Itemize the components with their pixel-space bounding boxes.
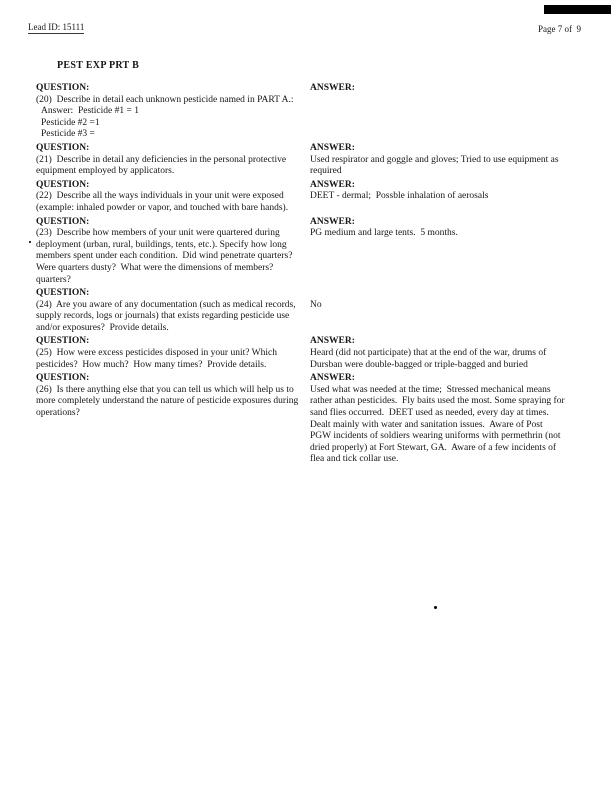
question-column [36, 336, 310, 371]
question-text: (26) Is there anything else that you can tell us which will help us to more completely understand the nature of pesticide exposures during operations? [36, 384, 301, 419]
answer-text: Used respirator and goggle and gloves; Tried to use equipment as required [310, 154, 561, 177]
answer-text: Used what was needed at the time; Stressed mechanical means rather athan pesticides. Fly baits used the most. Some spraying for sand flies occurred. DEET used as needed, every day at times. Dealt mainly with water and sanitation issues. Aware of Post PGW incidents of soldiers wearing uniforms with permethrin (not dried properly) at Fort Stewart, GA. Aware of a few incidents of flea and tick collar use. [310, 384, 567, 465]
answer-label: ANSWER: [310, 142, 355, 153]
question-text: (24) Are you aware of any documentation (such as medical records, supply records, logs or journals) that exists regarding pesticide use and/or exposures? Provide details. [36, 299, 298, 333]
question-subline: Pesticide #2 =1 [41, 117, 100, 128]
scan-artifact-bar [544, 5, 611, 14]
question-label: QUESTION: [36, 288, 90, 299]
question-column [36, 143, 310, 178]
question-subline: Answer: Pesticide #1 = 1 [41, 106, 139, 117]
answer-column [310, 217, 566, 287]
question-label: QUESTION: [36, 216, 90, 227]
answer-label: ANSWER: [310, 83, 355, 93]
answer-column [310, 336, 566, 371]
answer-label [310, 288, 565, 300]
question-text: (25) How were excess pesticides disposed in your unit? Which pesticides? How much? How many times? Provide details. [36, 348, 280, 370]
question-text: (21) Describe in detail any deficiencies in the personal protective equipment employed by applicators. [36, 154, 289, 177]
document-title: PEST EXP PRT B [57, 60, 140, 71]
qa-content [36, 83, 566, 468]
question-column [36, 217, 310, 287]
scan-dot-artifact [434, 606, 437, 609]
answer-text: Heard (did not participate) that at the end of the war, drums of Dursban were double-bagged or triple-bagged and buried [310, 348, 549, 370]
answer-label: ANSWER: [310, 179, 355, 190]
page-number: Page 7 of 9 [538, 24, 581, 34]
question-label: QUESTION: [36, 336, 90, 347]
qa-block-25 [36, 336, 566, 371]
qa-block-24 [36, 288, 566, 334]
answer-column [310, 143, 566, 178]
answer-column [310, 373, 566, 466]
answer-column [310, 288, 566, 334]
question-column [36, 288, 310, 334]
answer-column [310, 83, 566, 141]
question-text: (20) Describe in detail each unknown pesticide named in PART A.: [36, 94, 294, 105]
qa-block-26 [36, 373, 566, 466]
question-column [36, 180, 310, 215]
answer-text: No [310, 299, 322, 310]
answer-label: ANSWER: [310, 216, 355, 227]
question-label: QUESTION: [36, 373, 90, 384]
answer-column [310, 180, 566, 215]
qa-block-22 [36, 180, 566, 215]
question-column [36, 83, 310, 141]
question-label: QUESTION: [36, 83, 90, 93]
qa-block-20 [36, 83, 566, 141]
lead-id: Lead ID: 15111 [28, 22, 85, 32]
answer-label: ANSWER: [310, 373, 355, 384]
qa-block-23 [36, 217, 566, 287]
scan-speck-artifact [29, 241, 31, 243]
answer-text: DEET - dermal; Possble inhalation of aerosals [310, 191, 489, 202]
answer-label: ANSWER: [310, 336, 355, 347]
qa-block-21 [36, 143, 566, 178]
question-label: QUESTION: [36, 179, 90, 190]
question-label: QUESTION: [36, 142, 90, 153]
question-text: (22) Describe all the ways individuals in your unit were exposed (example: inhaled powder or vapor, and touched with bare hands). [36, 191, 289, 213]
question-text: (23) Describe how members of your unit were quartered during deployment (urban, rural, buildings, tents, etc.). Specify how long members spent under each condition. Did wind penetrate quarters? Were quarters dusty? What were the dimensions of members? quarters? [36, 228, 298, 285]
question-column [36, 373, 310, 466]
question-subline: Pesticide #3 = [41, 129, 95, 140]
answer-text: PG medium and large tents. 5 months. [310, 228, 458, 239]
